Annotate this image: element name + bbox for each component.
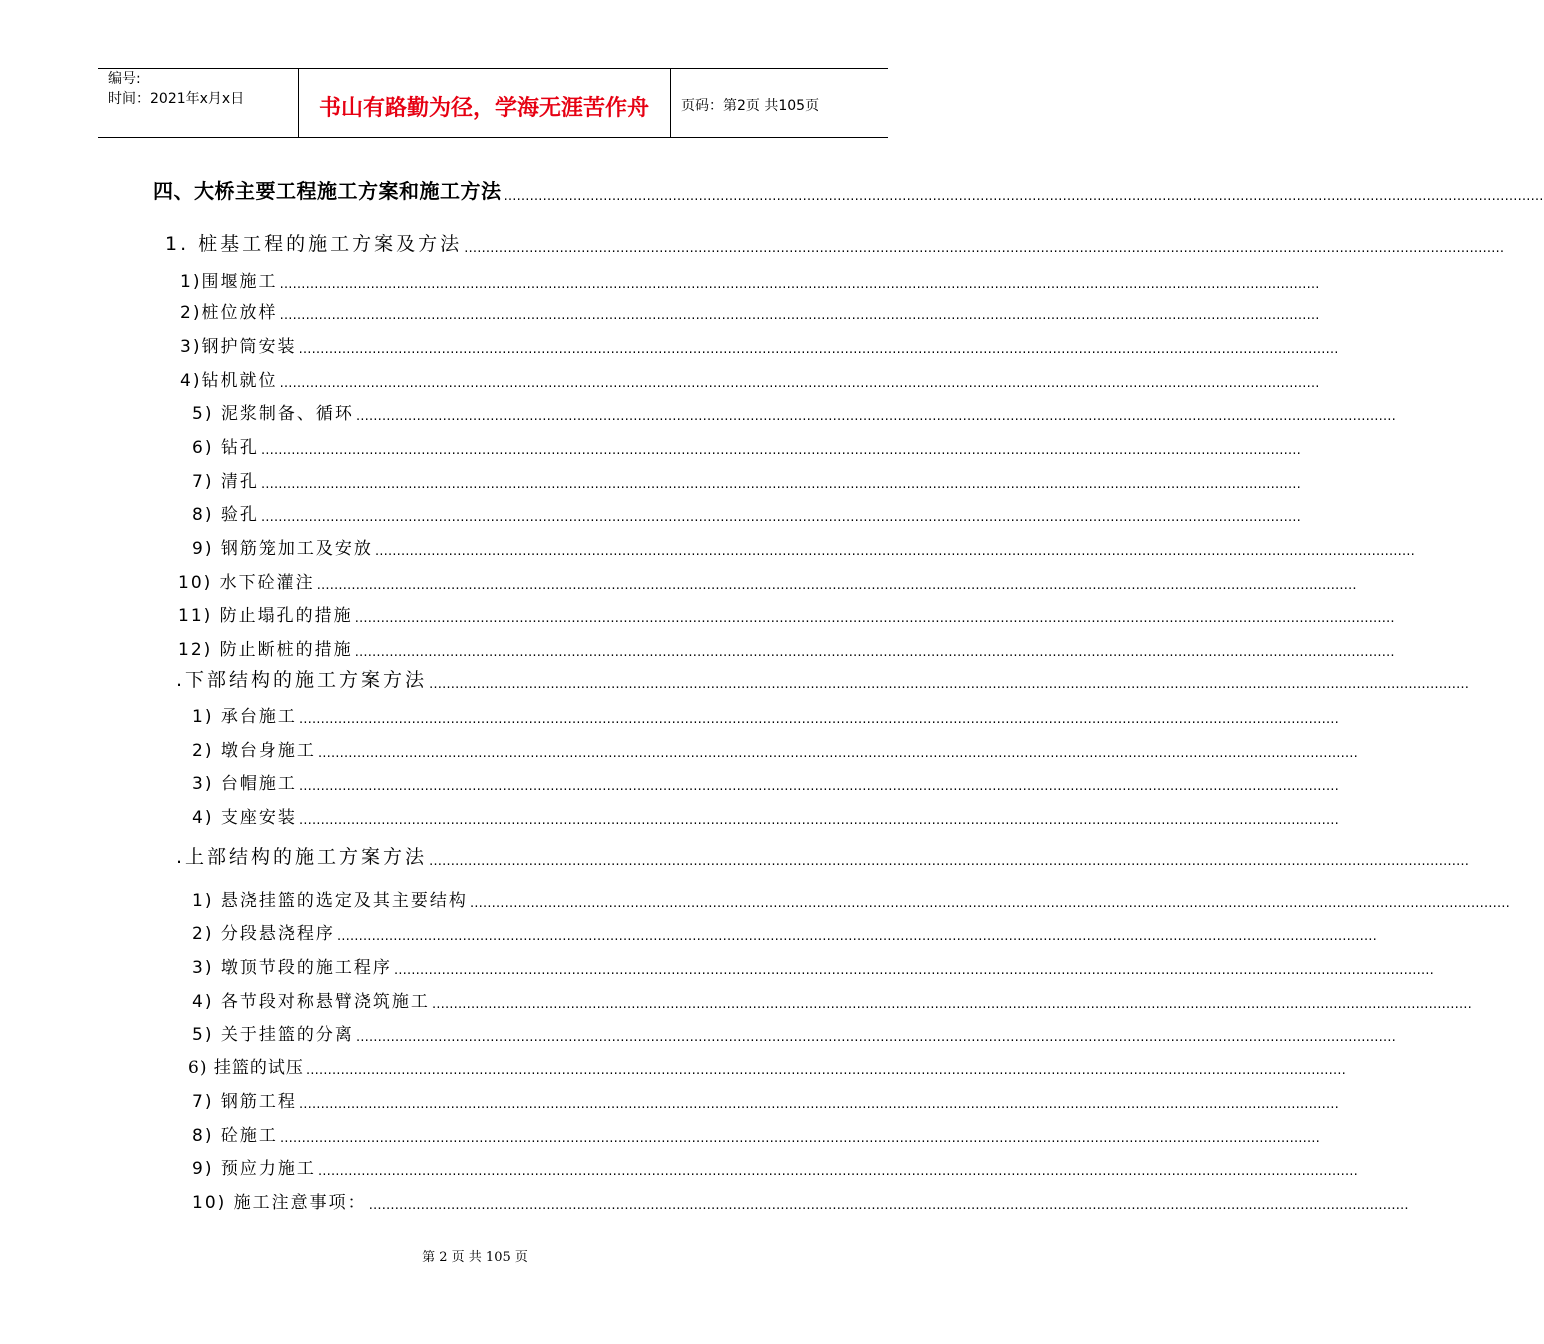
leader-dots: …………………………………………………………………………………………………………………………………………………………………………………………………………………… bbox=[279, 1131, 1320, 1146]
toc-entry bbox=[192, 533, 1415, 559]
toc-entry bbox=[192, 885, 1510, 911]
leader-dots: …………………………………………………………………………………………………………………………………………………………………………………………………………………… bbox=[431, 997, 1472, 1012]
leader-dots: …………………………………………………………………………………………………………………………………………………………………………………………………………………… bbox=[429, 677, 1470, 692]
leader-dots: …………………………………………………………………………………………………………………………………………………………………………………………………………………… bbox=[298, 342, 1339, 357]
toc-entry bbox=[180, 365, 1320, 391]
leader-dots: …………………………………………………………………………………………………………………………………………………………………………………………………………………… bbox=[368, 1198, 1409, 1213]
toc-entry-label: 10) 施工注意事项： bbox=[192, 1193, 367, 1213]
toc-entry-label: 9) 预应力施工 bbox=[192, 1159, 316, 1179]
toc-entry bbox=[192, 1153, 1358, 1179]
page-footer: 第 2 页 共 105 页 bbox=[422, 1250, 528, 1265]
leader-dots: …………………………………………………………………………………………………………………………………………………………………………………………………………………… bbox=[279, 277, 1320, 292]
leader-dots: …………………………………………………………………………………………………………………………………………………………………………………………………………………… bbox=[298, 1097, 1339, 1112]
toc-entry bbox=[165, 230, 1505, 256]
toc-entry-label: 3)钢护筒安装 bbox=[180, 337, 297, 357]
leader-dots: …………………………………………………………………………………………………………………………………………………………………………………………………………………… bbox=[298, 779, 1339, 794]
leader-dots: …………………………………………………………………………………………………………………………………………………………………………………………………………………… bbox=[429, 854, 1470, 869]
toc-entry bbox=[176, 843, 1470, 869]
toc-entry bbox=[192, 1187, 1409, 1213]
leader-dots: …………………………………………………………………………………………………………………………………………………………………………………………………………………… bbox=[354, 645, 1395, 660]
page-info: 页码：第2页 共105页 bbox=[681, 98, 820, 114]
serial-number-label: 编号: bbox=[108, 71, 141, 87]
toc-entry-label: 3) 台帽施工 bbox=[192, 774, 297, 794]
leader-dots: …………………………………………………………………………………………………………………………………………………………………………………………………………………… bbox=[279, 376, 1320, 391]
toc-entry bbox=[192, 986, 1472, 1012]
toc-entry bbox=[192, 466, 1301, 492]
leader-dots: …………………………………………………………………………………………………………………………………………………………………………………………………………………… bbox=[260, 477, 1301, 492]
leader-dots: …………………………………………………………………………………………………………………………………………………………………………………………………………………… bbox=[393, 963, 1434, 978]
toc-entry-label: 5) 关于挂篮的分离 bbox=[192, 1025, 354, 1045]
toc-entry-label: 1) 悬浇挂篮的选定及其主要结构 bbox=[192, 891, 468, 911]
toc-entry bbox=[192, 735, 1358, 761]
toc-entry bbox=[153, 178, 1544, 204]
leader-dots: …………………………………………………………………………………………………………………………………………………………………………………………………………………… bbox=[260, 510, 1301, 525]
toc-entry bbox=[180, 297, 1320, 323]
leader-dots: …………………………………………………………………………………………………………………………………………………………………………………………………………………… bbox=[317, 746, 1358, 761]
toc-entry-label: .上部结构的施工方案方法 bbox=[176, 846, 428, 868]
toc-entry bbox=[192, 802, 1339, 828]
toc-entry bbox=[192, 1086, 1339, 1112]
toc-entry-label: 1)围堰施工 bbox=[180, 272, 278, 292]
motto: 书山有路勤为径，学海无涯苦作舟 bbox=[318, 95, 649, 121]
toc-entry-label: 8) 砼施工 bbox=[192, 1126, 278, 1146]
toc-entry bbox=[192, 952, 1434, 978]
toc-entry-label: 3) 墩顶节段的施工程序 bbox=[192, 958, 392, 978]
toc-entry-label: .下部结构的施工方案方法 bbox=[176, 669, 428, 691]
toc-entry-label: 5) 泥浆制备、循环 bbox=[192, 404, 354, 424]
leader-dots: …………………………………………………………………………………………………………………………………………………………………………………………………………………… bbox=[305, 1063, 1346, 1078]
toc-entry-label: 2) 墩台身施工 bbox=[192, 741, 316, 761]
leader-dots: …………………………………………………………………………………………………………………………………………………………………………………………………………………… bbox=[464, 241, 1505, 256]
toc-entry-label: 4) 各节段对称悬臂浇筑施工 bbox=[192, 992, 430, 1012]
toc-entry bbox=[180, 331, 1339, 357]
leader-dots: …………………………………………………………………………………………………………………………………………………………………………………………………………………… bbox=[503, 189, 1544, 204]
leader-dots: …………………………………………………………………………………………………………………………………………………………………………………………………………………… bbox=[354, 611, 1395, 626]
page-header bbox=[98, 68, 888, 138]
toc-entry-label: 2)桩位放样 bbox=[180, 303, 278, 323]
date-label: 时间：2021年x月x日 bbox=[108, 91, 245, 107]
toc-entry bbox=[178, 567, 1357, 593]
leader-dots: …………………………………………………………………………………………………………………………………………………………………………………………………………………… bbox=[316, 578, 1357, 593]
toc-entry-label: 4) 支座安装 bbox=[192, 808, 297, 828]
header-page-cell bbox=[671, 69, 888, 137]
toc-entry-label: 4)钻机就位 bbox=[180, 371, 278, 391]
toc-entry bbox=[192, 432, 1301, 458]
leader-dots: …………………………………………………………………………………………………………………………………………………………………………………………………………………… bbox=[317, 1164, 1358, 1179]
toc-entry-label: 四、大桥主要工程施工方案和施工方法 bbox=[153, 179, 502, 203]
toc-entry-label: 6) 挂篮的试压 bbox=[188, 1058, 304, 1078]
toc-entry bbox=[188, 1052, 1346, 1078]
toc-entry bbox=[192, 701, 1339, 727]
toc-entry bbox=[192, 1019, 1396, 1045]
toc-entry bbox=[192, 398, 1396, 424]
toc-entry-label: 10) 水下砼灌注 bbox=[178, 573, 315, 593]
toc-entry-label: 9) 钢筋笼加工及安放 bbox=[192, 539, 373, 559]
toc-entry bbox=[192, 768, 1339, 794]
leader-dots: …………………………………………………………………………………………………………………………………………………………………………………………………………………… bbox=[279, 308, 1320, 323]
header-motto-cell bbox=[298, 69, 671, 137]
toc-entry-label: 7) 钢筋工程 bbox=[192, 1092, 297, 1112]
toc-entry-label: 1. 桩基工程的施工方案及方法 bbox=[165, 233, 463, 255]
toc-entry-label: 2) 分段悬浇程序 bbox=[192, 924, 335, 944]
toc-entry bbox=[178, 634, 1395, 660]
leader-dots: …………………………………………………………………………………………………………………………………………………………………………………………………………………… bbox=[469, 896, 1510, 911]
toc-entry-label: 7) 清孔 bbox=[192, 472, 259, 492]
toc-entry bbox=[192, 918, 1377, 944]
toc-entry-label: 8) 验孔 bbox=[192, 505, 259, 525]
leader-dots: …………………………………………………………………………………………………………………………………………………………………………………………………………………… bbox=[355, 1030, 1396, 1045]
toc-entry-label: 11) 防止塌孔的措施 bbox=[178, 606, 353, 626]
toc-entry bbox=[192, 1120, 1320, 1146]
header-meta-cell bbox=[98, 69, 299, 137]
toc-entry-label: 1) 承台施工 bbox=[192, 707, 297, 727]
leader-dots: …………………………………………………………………………………………………………………………………………………………………………………………………………………… bbox=[355, 409, 1396, 424]
leader-dots: …………………………………………………………………………………………………………………………………………………………………………………………………………………… bbox=[336, 929, 1377, 944]
leader-dots: …………………………………………………………………………………………………………………………………………………………………………………………………………………… bbox=[260, 443, 1301, 458]
toc-entry bbox=[176, 666, 1470, 692]
toc-entry bbox=[178, 600, 1395, 626]
leader-dots: …………………………………………………………………………………………………………………………………………………………………………………………………………………… bbox=[298, 813, 1339, 828]
toc-entry bbox=[180, 266, 1320, 292]
toc-entry-label: 6) 钻孔 bbox=[192, 438, 259, 458]
toc-entry bbox=[192, 499, 1301, 525]
leader-dots: …………………………………………………………………………………………………………………………………………………………………………………………………………………… bbox=[298, 712, 1339, 727]
toc-entry-label: 12) 防止断桩的措施 bbox=[178, 640, 353, 660]
leader-dots: …………………………………………………………………………………………………………………………………………………………………………………………………………………… bbox=[374, 544, 1415, 559]
